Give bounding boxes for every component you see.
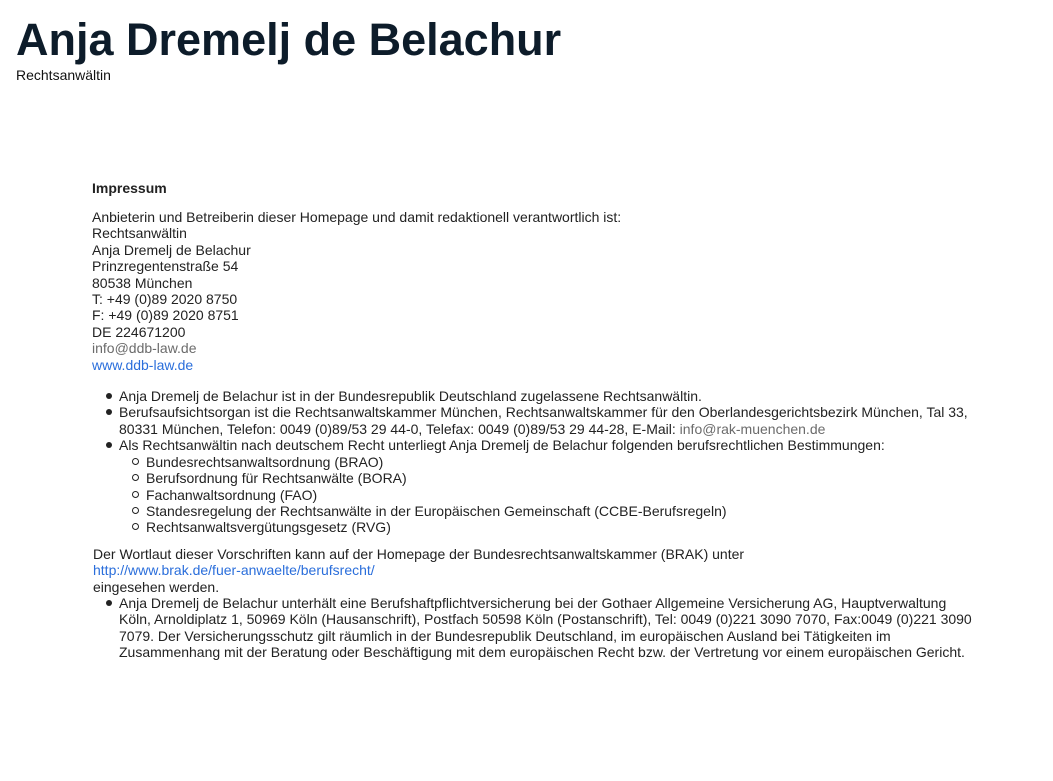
provider-line-street: Prinzregentenstraße 54 bbox=[92, 258, 239, 275]
site-title: Anja Dremelj de Belachur bbox=[16, 14, 562, 65]
regulation-item: Bundesrechtsanwaltsordnung (BRAO) bbox=[146, 454, 972, 470]
provider-line-name: Anja Dremelj de Belachur bbox=[92, 241, 251, 258]
wording-outro: eingesehen werden. bbox=[93, 578, 220, 595]
provider-intro: Anbieterin und Betreiberin dieser Homepage und damit redaktionell verantwortlich ist: bbox=[92, 209, 622, 225]
provider-line-phone: T: +49 (0)89 2020 8750 bbox=[92, 291, 238, 308]
wording-block bbox=[93, 546, 972, 595]
rak-email-link[interactable]: info@rak-muenchen.de bbox=[679, 420, 826, 437]
legal-info-list bbox=[92, 388, 972, 536]
provider-line-city: 80538 München bbox=[92, 274, 193, 291]
regulation-item: Rechtsanwaltsvergütungsgesetz (RVG) bbox=[146, 519, 972, 535]
admission-text: Anja Dremelj de Belachur ist in der Bundesrepublik Deutschland zugelassene Rechtsanwältin. bbox=[119, 388, 702, 405]
regulations-list bbox=[119, 454, 972, 536]
regulation-item: Berufsordnung für Rechtsanwälte (BORA) bbox=[146, 470, 972, 486]
site-subtitle: Rechtsanwältin bbox=[16, 67, 111, 83]
insurance-list bbox=[92, 595, 972, 661]
provider-line-fax: F: +49 (0)89 2020 8751 bbox=[92, 307, 239, 324]
list-item bbox=[119, 404, 972, 437]
imprint-heading: Impressum bbox=[92, 180, 167, 196]
list-item bbox=[119, 388, 972, 404]
list-item bbox=[119, 595, 972, 661]
imprint-content bbox=[92, 180, 972, 661]
supervisory-text: Berufsaufsichtsorgan ist die Rechtsanwaltskammer München, Rechtsanwaltskammer für den Oberlandesgerichtsbezirk München, Tal 33, 80331 München, Telefon: 0049 (0)89/53 29 44-0, Telefax: 0049 (0)89/53 29 44-28, E-Mail: bbox=[119, 404, 968, 437]
regulation-item: Fachanwaltsordnung (FAO) bbox=[146, 487, 972, 503]
website-link[interactable]: www.ddb-law.de bbox=[92, 356, 194, 373]
regulation-item: Standesregelung der Rechtsanwälte in der Europäischen Gemeinschaft (CCBE-Berufsregeln) bbox=[146, 503, 972, 519]
wording-intro: Der Wortlaut dieser Vorschriften kann auf der Homepage der Bundesrechtsanwaltskammer (BRAK) unter bbox=[93, 545, 745, 562]
provider-line-title: Rechtsanwältin bbox=[92, 225, 187, 242]
regulations-intro: Als Rechtsanwältin nach deutschem Recht unterliegt Anja Dremelj de Belachur folgenden berufsrechtlichen Bestimmungen: bbox=[119, 437, 885, 454]
email-link[interactable]: info@ddb-law.de bbox=[92, 340, 197, 357]
insurance-text: Anja Dremelj de Belachur unterhält eine Berufshaftpflichtversicherung bei der Gothaer Allgemeine Versicherung AG, Hauptverwaltung Köln, Arnoldiplatz 1, 50969 Köln (Hausanschrift), Postfach 50598 Köln (Postanschrift), Tel: 0049 (0)221 3090 7070, Fax:0049 (0)221 3090 7079. Der Versicherungsschutz gilt räumlich in der Bundesrepublik Deutschland, im europäischen Ausland bei Tätigkeiten im Zusammenhang mit der Beratung oder Beschäftigung mit dem europäischen Recht bzw. der Vertretung vor einem europäischen Gericht. bbox=[119, 594, 972, 661]
provider-block bbox=[92, 209, 972, 373]
list-item bbox=[119, 437, 972, 535]
brak-link[interactable]: http://www.brak.de/fuer-anwaelte/berufsrecht/ bbox=[93, 562, 375, 579]
provider-line-vat: DE 224671200 bbox=[92, 323, 186, 340]
